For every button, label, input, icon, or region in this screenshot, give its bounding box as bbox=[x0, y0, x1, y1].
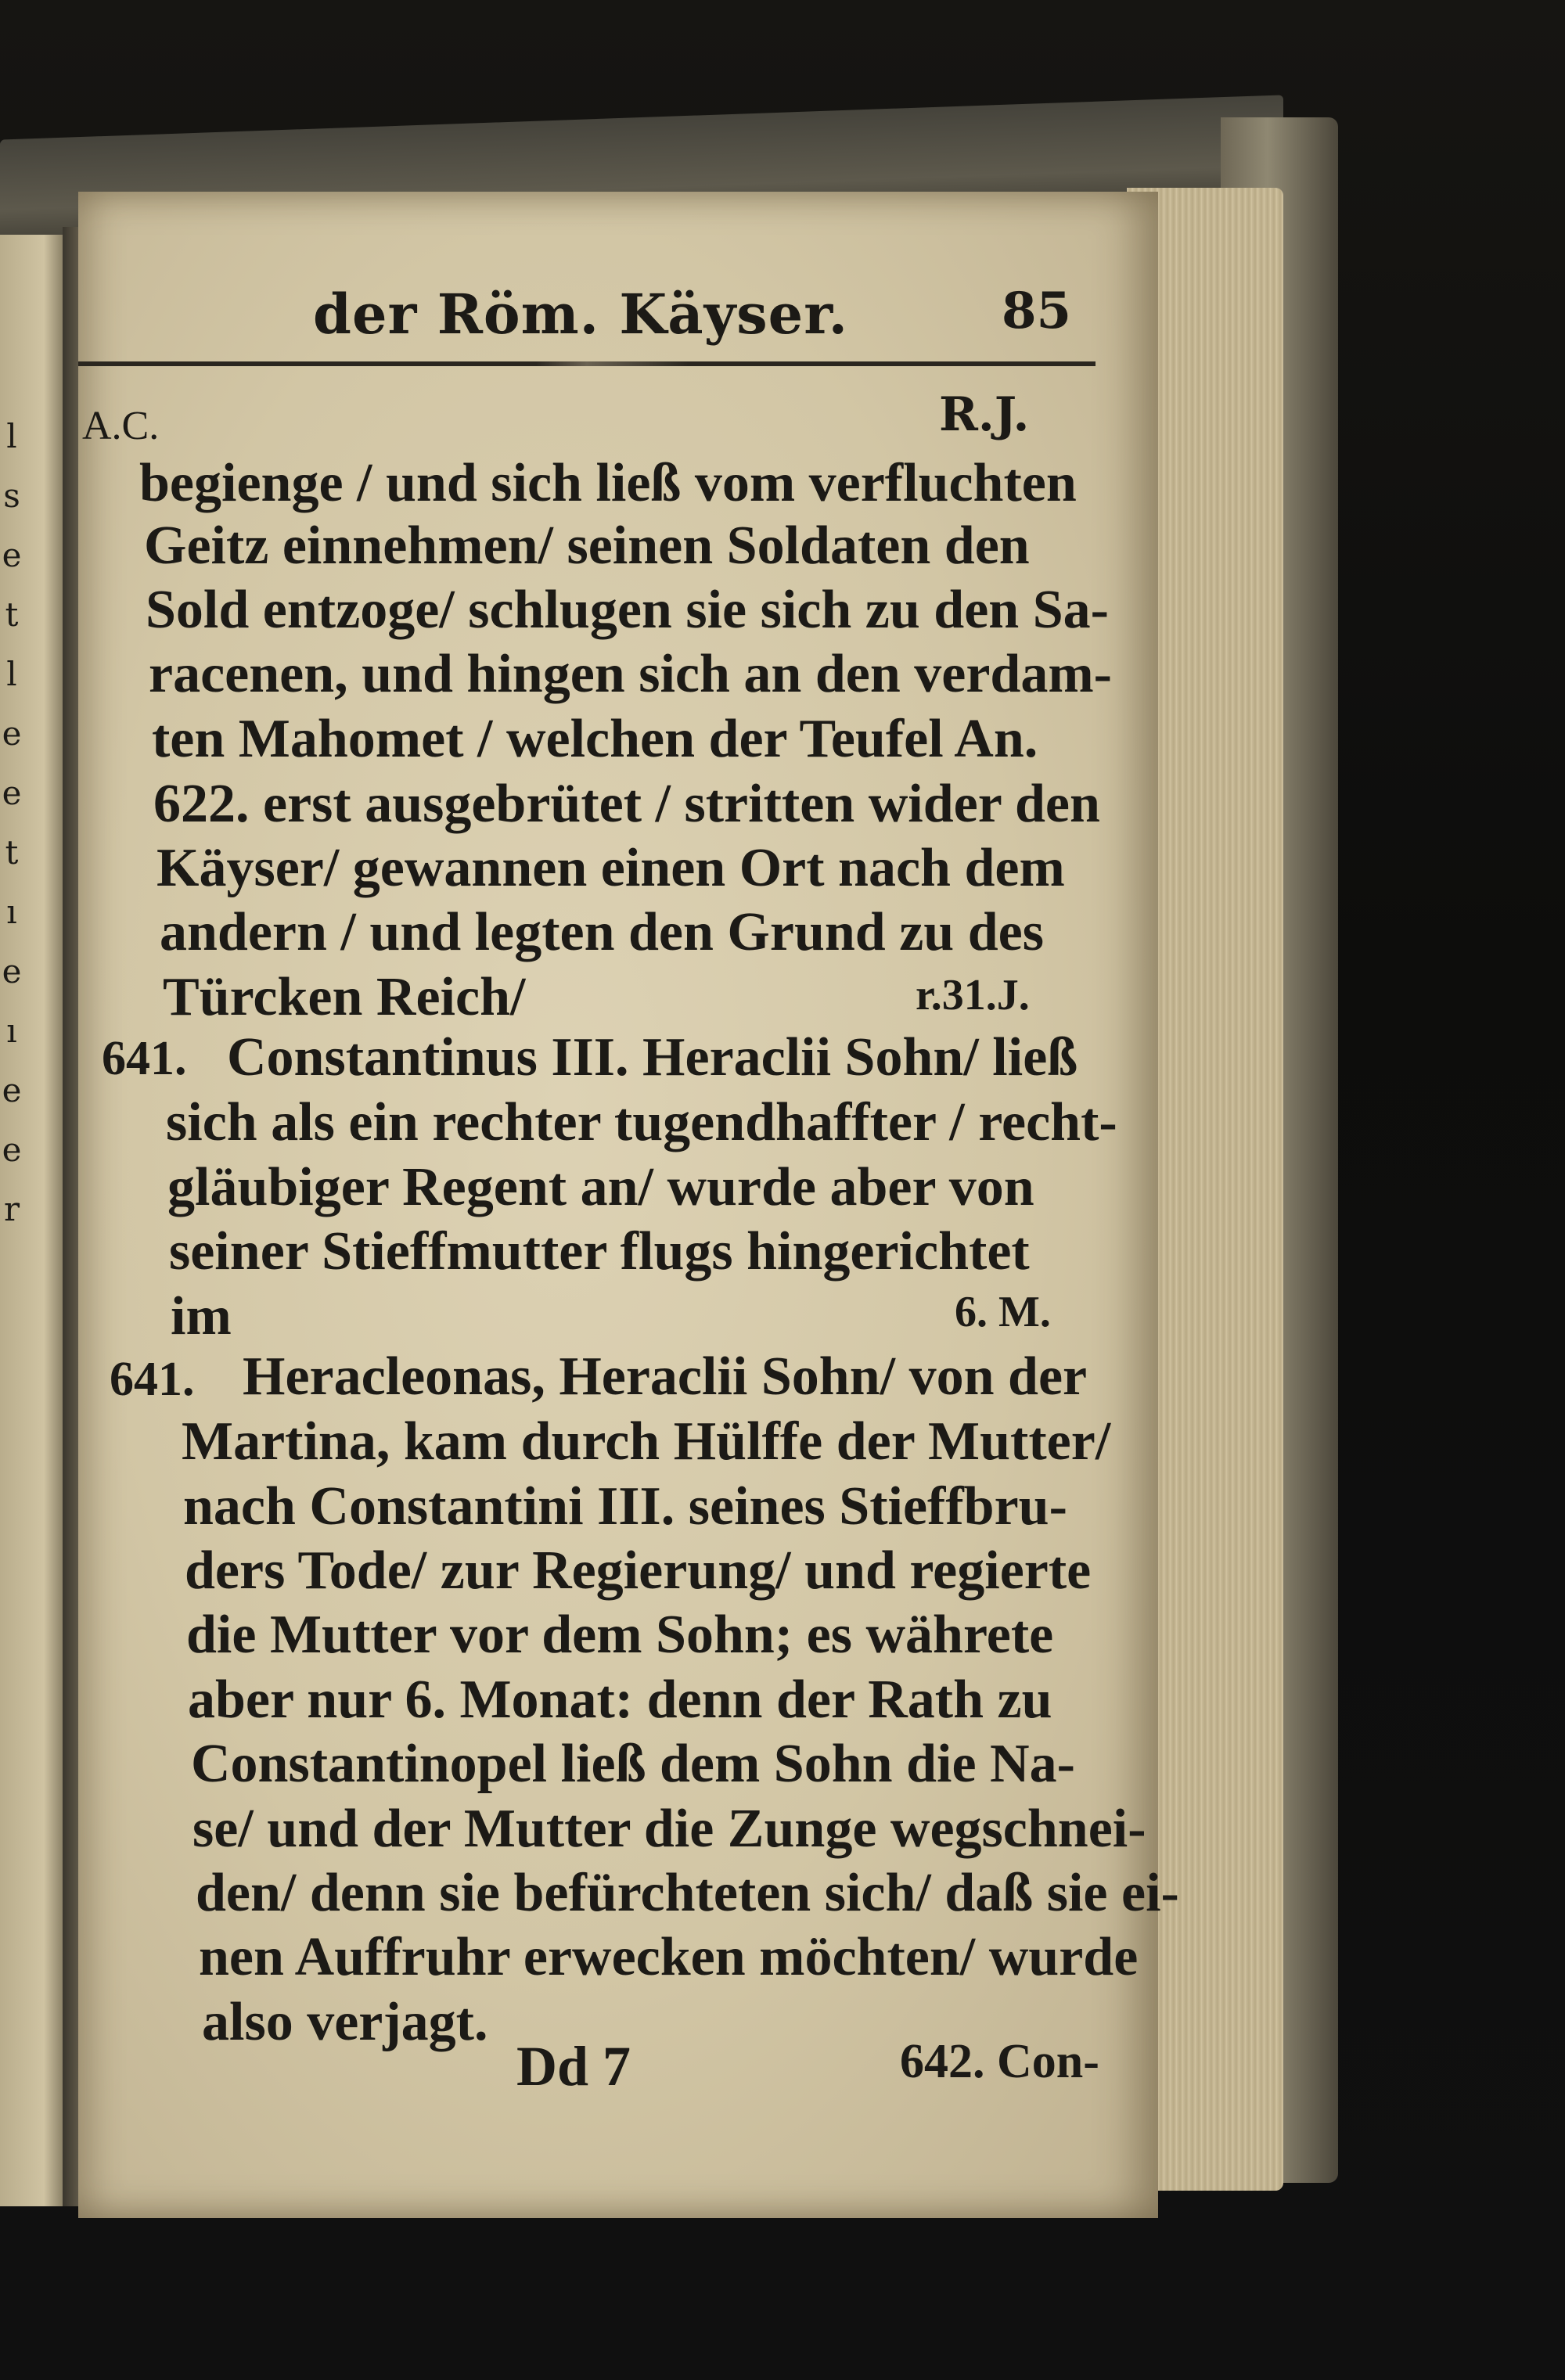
text-line: sich als ein rechter tugendhaffter / recht- bbox=[166, 1092, 1117, 1152]
text-line: also verjagt. bbox=[202, 1992, 488, 2052]
text-line: nen Auffruhr erwecken möchten/ wurde bbox=[199, 1927, 1139, 1987]
text-line: aber nur 6. Monat: denn der Rath zu bbox=[188, 1670, 1052, 1730]
facing-page-letter: l bbox=[6, 655, 17, 693]
text-line: ders Tode/ zur Regierung/ und regierte bbox=[185, 1541, 1092, 1601]
reign-label: R.J. bbox=[939, 387, 1030, 442]
text-line: racenen, und hingen sich an den verdam- bbox=[149, 644, 1112, 704]
facing-page-letter: e bbox=[2, 714, 22, 753]
margin-note: 6. M. bbox=[955, 1288, 1051, 1336]
margin-note: r.31.J. bbox=[916, 971, 1030, 1019]
facing-page-letter: e bbox=[2, 774, 22, 812]
text-line: seiner Stieffmutter flugs hingerichtet bbox=[169, 1221, 1030, 1282]
facing-page-letter: e bbox=[2, 536, 22, 574]
facing-page-letter: l bbox=[6, 417, 17, 455]
facing-page-letter: e bbox=[2, 1131, 22, 1169]
facing-page-letter: s bbox=[3, 476, 20, 515]
text-line: Martina, kam durch Hülffe der Mutter/ bbox=[182, 1411, 1111, 1472]
facing-page-letter: t bbox=[5, 595, 19, 634]
text-line: Constantinopel ließ dem Sohn die Na- bbox=[191, 1734, 1075, 1794]
text-line: Constantinus III. Heraclii Sohn/ ließ bbox=[227, 1027, 1078, 1088]
anno-label: A.C. bbox=[82, 404, 160, 448]
text-line: Sold entzoge/ schlugen sie sich zu den Sa- bbox=[146, 580, 1109, 640]
text-line: Käyser/ gewannen einen Ort nach dem bbox=[156, 838, 1065, 898]
text-line: im bbox=[171, 1286, 232, 1346]
text-line: begienge / und sich ließ vom verfluchten bbox=[139, 453, 1077, 513]
text-line: den/ denn sie befürchteten sich/ daß sie ei- bbox=[196, 1863, 1179, 1923]
facing-page-letter: e bbox=[2, 1071, 22, 1109]
header-rule bbox=[78, 361, 1096, 366]
entry-year: 641. bbox=[102, 1032, 187, 1085]
text-line: die Mutter vor dem Sohn; es währete bbox=[186, 1605, 1054, 1665]
text-line: Geitz einnehmen/ seinen Soldaten den bbox=[144, 516, 1030, 576]
facing-page-letter: t bbox=[5, 833, 19, 872]
text-line: ten Mahomet / welchen der Teufel An. bbox=[152, 709, 1038, 769]
facing-page-letter: e bbox=[2, 952, 22, 990]
text-line: 622. erst ausgebrütet / stritten wider den bbox=[153, 774, 1100, 834]
text-line: se/ und der Mutter die Zunge wegschnei- bbox=[192, 1799, 1146, 1859]
catchword: 642. Con- bbox=[900, 2035, 1099, 2088]
text-line: gläubiger Regent an/ wurde aber von bbox=[167, 1157, 1034, 1217]
text-line: Heracleonas, Heraclii Sohn/ von der bbox=[243, 1346, 1088, 1407]
signature-mark: Dd 7 bbox=[516, 2035, 631, 2098]
running-title: der Röm. Käyser. bbox=[313, 282, 849, 347]
page-number: 85 bbox=[1002, 282, 1072, 340]
text-line: nach Constantini III. seines Stieffbru- bbox=[183, 1476, 1067, 1537]
facing-page-fragments bbox=[0, 407, 23, 2128]
text-line: andern / und legten den Grund zu des bbox=[160, 902, 1044, 962]
entry-year: 641. bbox=[110, 1353, 195, 1406]
facing-page-letter: ı bbox=[6, 1012, 17, 1050]
facing-page-letter: r bbox=[3, 1190, 20, 1228]
text-line: Türcken Reich/ bbox=[163, 967, 526, 1027]
facing-page-letter: ı bbox=[6, 893, 17, 931]
